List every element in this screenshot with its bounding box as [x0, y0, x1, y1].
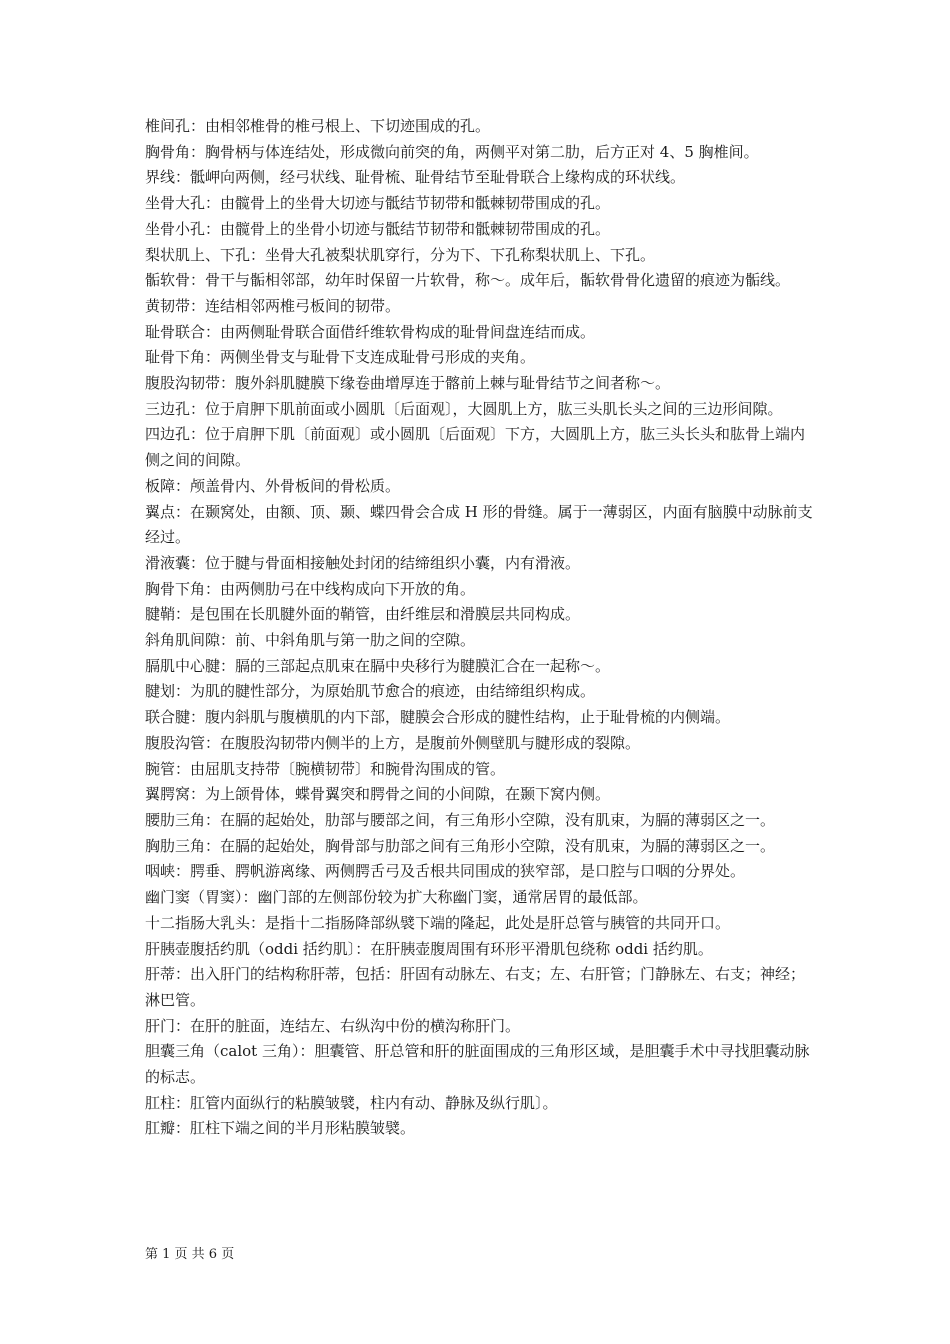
glossary-entry: 四边孔：位于肩胛下肌〔前面观〕或小圆肌〔后面观〕下方，大圆肌上方，肱三头长头和肱骨上端内侧之间的间隙。: [145, 425, 806, 470]
glossary-entry: 肛瓣：肛柱下端之间的半月形粘膜皱襞。: [145, 1119, 416, 1138]
glossary-entry: 滑液囊：位于腱与骨面相接触处封闭的结缔组织小囊，内有滑液。: [145, 553, 581, 572]
glossary-entry: 耻骨联合：由两侧耻骨联合面借纤维软骨构成的耻骨间盘连结而成。: [145, 322, 596, 341]
glossary-entry: 胸骨角：胸骨柄与体连结处，形成微向前突的角，两侧平对第二肋，后方正对 4、5 胸椎间。: [145, 142, 759, 161]
glossary-entry: 肝门：在肝的脏面，连结左、右纵沟中份的横沟称肝门。: [145, 1016, 521, 1035]
glossary-entry: 腹股沟管：在腹股沟韧带内侧半的上方，是腹前外侧壁肌与腱形成的裂隙。: [145, 733, 641, 752]
glossary-entry: 腱鞘：是包围在长肌腱外面的鞘管，由纤维层和滑膜层共同构成。: [145, 605, 581, 624]
glossary-text: [145, 114, 813, 1142]
glossary-entry: 黄韧带：连结相邻两椎弓板间的韧带。: [145, 296, 401, 315]
page-footer: 第 1 页 共 6 页: [145, 1247, 235, 1262]
glossary-entry: 翼腭窝：为上颌骨体，蝶骨翼突和腭骨之间的小间隙，在颞下窝内侧。: [145, 785, 611, 804]
glossary-entry: 腱划：为肌的腱性部分，为原始肌节愈合的痕迹，由结缔组织构成。: [145, 682, 596, 701]
glossary-entry: 腕管：由屈肌支持带〔腕横韧带〕和腕骨沟围成的管。: [145, 759, 506, 778]
glossary-entry: 界线：骶岬向两侧，经弓状线、耻骨梳、耻骨结节至耻骨联合上缘构成的环状线。: [145, 168, 686, 187]
glossary-entry: 十二指肠大乳头：是指十二指肠降部纵襞下端的隆起，此处是肝总管与胰管的共同开口。: [145, 913, 731, 932]
glossary-entry: 膈肌中心腱：膈的三部起点肌束在膈中央移行为腱膜汇合在一起称～。: [145, 656, 611, 675]
glossary-entry: 斜角肌间隙：前、中斜角肌与第一肋之间的空隙。: [145, 631, 476, 650]
glossary-entry: 幽门窦（胃窦）：幽门部的左侧部份较为扩大称幽门窦，通常居胃的最低部。: [145, 888, 648, 907]
glossary-entry: 椎间孔：由相邻椎骨的椎弓根上、下切迹围成的孔。: [145, 117, 491, 135]
glossary-entry: 肝胰壶腹括约肌（oddi 括约肌〕：在肝胰壶腹周围有环形平滑肌包绕称 oddi 括约肌。: [145, 939, 713, 958]
glossary-entry: 肛柱：肛管内面纵行的粘膜皱襞，柱内有动、静脉及纵行肌〕。: [145, 1093, 558, 1112]
glossary-entry: 联合腱：腹内斜肌与腹横肌的内下部，腱膜会合形成的腱性结构，止于耻骨梳的内侧端。: [145, 708, 731, 727]
glossary-entry: 咽峡：腭垂、腭帆游离缘、两侧腭舌弓及舌根共同围成的狭窄部，是口腔与口咽的分界处。: [145, 862, 746, 881]
glossary-entry: 腰肋三角：在膈的起始处，肋部与腰部之间，有三角形小空隙，没有肌束，为膈的薄弱区之一。: [145, 810, 776, 829]
glossary-entry: 耻骨下角：两侧坐骨支与耻骨下支连成耻骨弓形成的夹角。: [145, 348, 536, 367]
glossary-entry: 坐骨小孔：由髋骨上的坐骨小切迹与骶结节韧带和骶棘韧带围成的孔。: [145, 219, 611, 238]
glossary-entry: 梨状肌上、下孔：坐骨大孔被梨状肌穿行，分为下、下孔称梨状肌上、下孔。: [145, 245, 656, 264]
glossary-entry: 胸肋三角：在膈的起始处，胸骨部与肋部之间有三角形小空隙，没有肌束，为膈的薄弱区之一。: [145, 836, 776, 855]
glossary-entry: 骺软骨：骨干与骺相邻部，幼年时保留一片软骨，称～。成年后，骺软骨骨化遗留的痕迹为骺线。: [145, 271, 791, 290]
glossary-entry: 胸骨下角：由两侧肋弓在中线构成向下开放的角。: [145, 579, 476, 598]
glossary-entry: 三边孔：位于肩胛下肌前面或小圆肌〔后面观〕，大圆肌上方，肱三头肌长头之间的三边形间隙。: [145, 399, 783, 418]
glossary-entry: 胆囊三角（calot 三角）：胆囊管、肝总管和肝的脏面围成的三角形区域，是胆囊手术中寻找胆囊动脉的标志。: [145, 1042, 810, 1087]
glossary-entry: 坐骨大孔：由髋骨上的坐骨大切迹与骶结节韧带和骶棘韧带围成的孔。: [145, 194, 611, 213]
glossary-entry: 板障：颅盖骨内、外骨板间的骨松质。: [145, 476, 401, 495]
glossary-entry: 腹股沟韧带：腹外斜肌腱膜下缘卷曲增厚连于髂前上棘与耻骨结节之间者称～。: [145, 374, 671, 393]
glossary-entry: 翼点：在颞窝处，由额、顶、颞、蝶四骨会合成 H 形的骨缝。属于一薄弱区，内面有脑膜中动脉前支经过。: [145, 502, 813, 547]
glossary-entry: 肝蒂：出入肝门的结构称肝蒂，包括：肝固有动脉左、右支；左、右肝管；门静脉左、右支；神经；淋巴管。: [145, 965, 806, 1009]
